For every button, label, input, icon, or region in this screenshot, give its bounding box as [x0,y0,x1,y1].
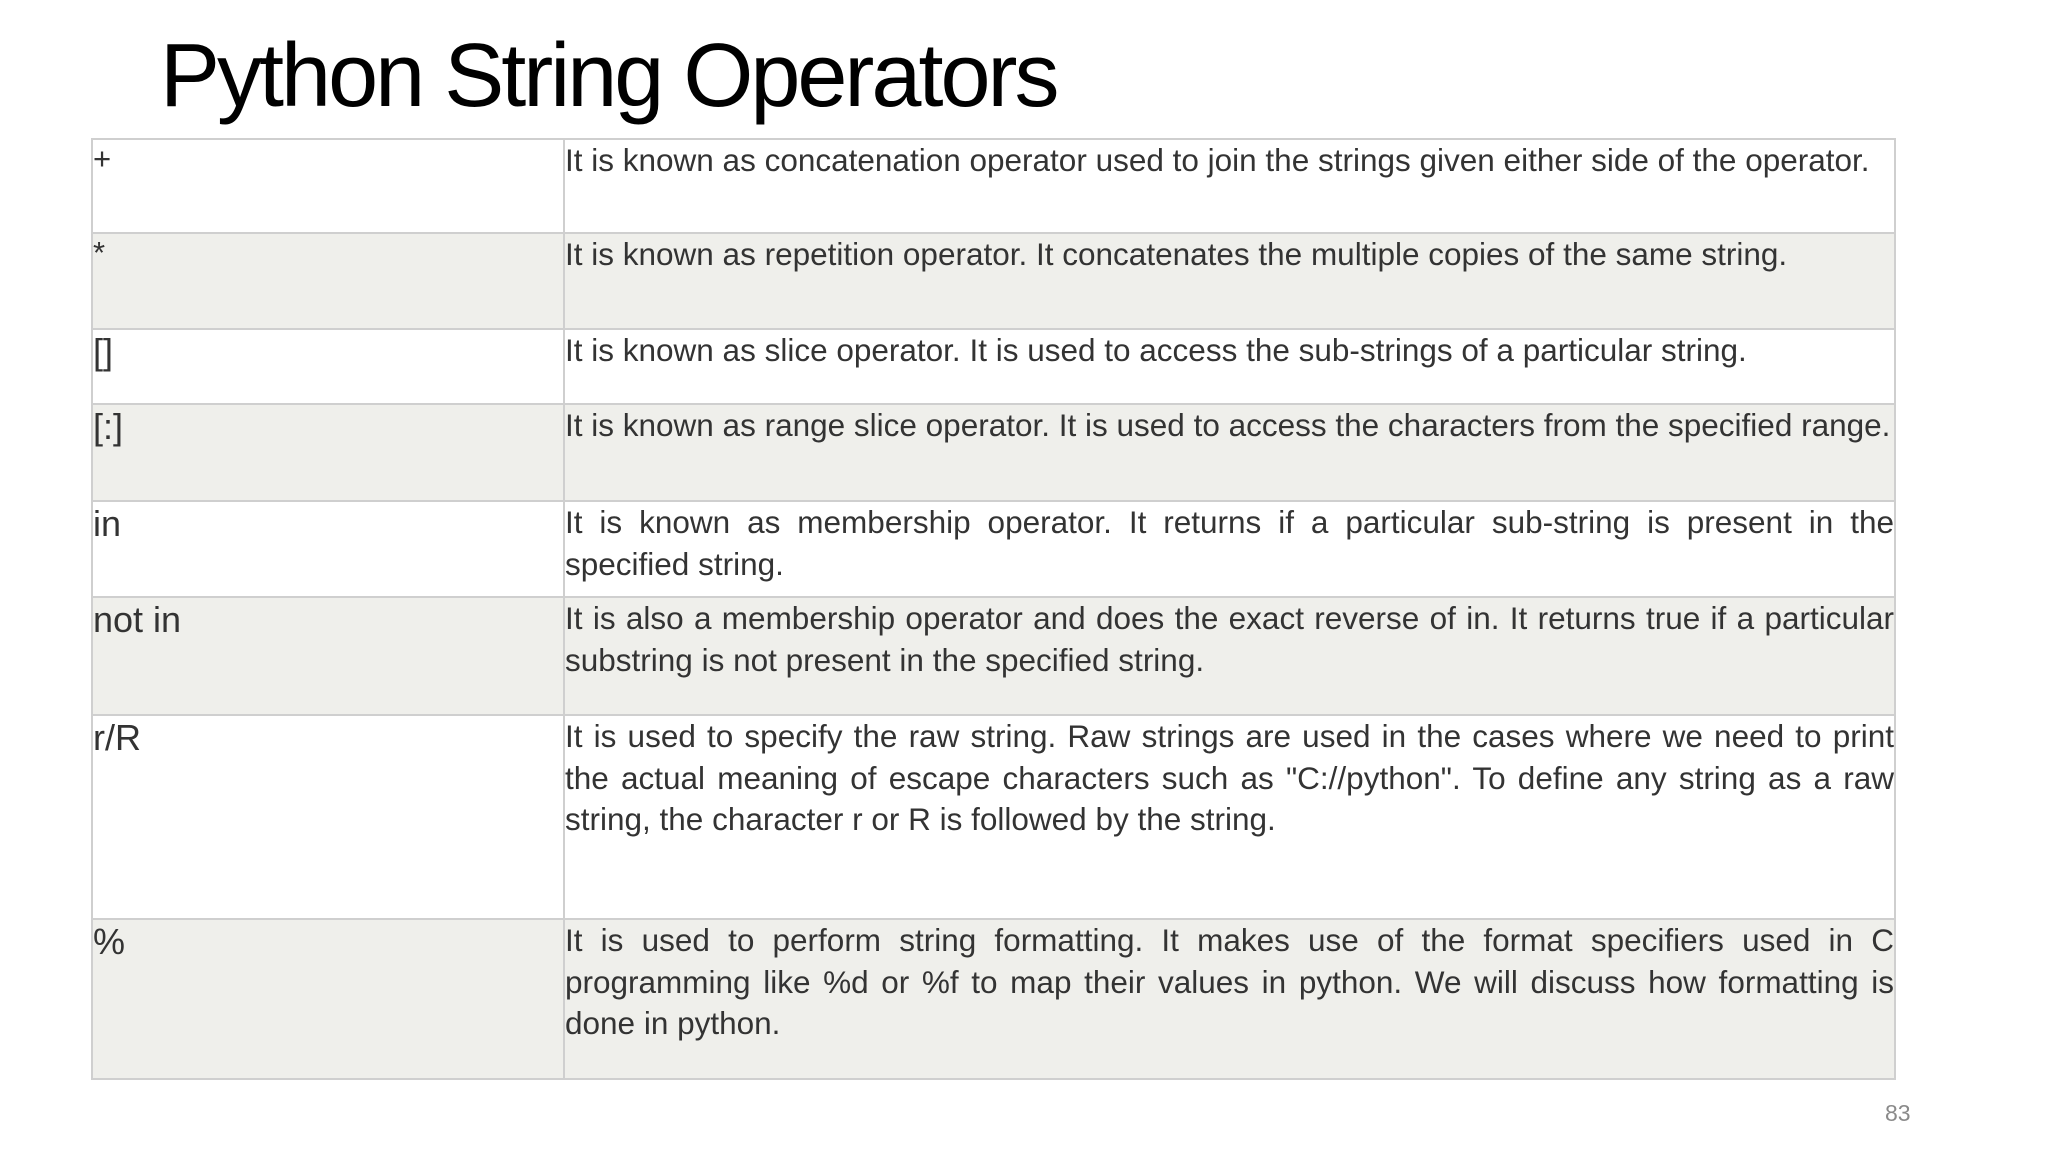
slide-title: Python String Operators [160,26,1057,126]
description-cell: It is known as concatenation operator used to join the strings given either side of the operator. [564,139,1895,233]
operator-cell: [] [92,329,564,404]
table-row [92,233,1895,329]
description-cell: It is known as repetition operator. It concatenates the multiple copies of the same string. [564,233,1895,329]
description-cell: It is known as range slice operator. It is used to access the characters from the specified range. [564,404,1895,501]
table-row [92,501,1895,597]
description-cell: It is also a membership operator and does the exact reverse of in. It returns true if a particular substring is not present in the specified string. [564,597,1895,715]
page-number: 83 [1885,1100,1911,1126]
operator-cell: not in [92,597,564,715]
operator-cell: r/R [92,715,564,919]
table-row [92,329,1895,404]
description-cell: It is known as membership operator. It returns if a particular sub-string is present in the specified string. [564,501,1895,597]
operator-cell: * [92,233,564,329]
description-cell: It is used to specify the raw string. Raw strings are used in the cases where we need to print the actual meaning of escape characters such as "C://python". To define any string as a raw string, the character r or R is followed by the string. [564,715,1895,919]
table-row [92,404,1895,501]
operators-table [91,138,1896,1080]
description-cell: It is used to perform string formatting. It makes use of the format specifiers used in C programming like %d or %f to map their values in python. We will discuss how formatting is done in python. [564,919,1895,1079]
operator-cell: % [92,919,564,1079]
description-cell: It is known as slice operator. It is used to access the sub-strings of a particular string. [564,329,1895,404]
table-row [92,597,1895,715]
table-row [92,139,1895,233]
table-row [92,715,1895,919]
table-row [92,919,1895,1079]
operator-cell: + [92,139,564,233]
operator-cell: in [92,501,564,597]
operator-cell: [:] [92,404,564,501]
